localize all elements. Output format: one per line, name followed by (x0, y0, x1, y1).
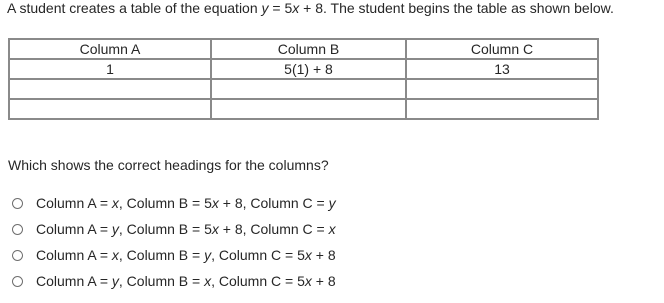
table-header-row (9, 39, 598, 59)
choice-label: Column A = y, Column B = x, Column C = 5x + 8 (36, 273, 336, 289)
choice-label: Column A = x, Column B = 5x + 8, Column C = y (36, 195, 336, 211)
table-cell (406, 79, 598, 99)
intro-text: + 8. The student begins the table as shown below. (299, 0, 614, 16)
radio-button[interactable] (12, 198, 23, 209)
table-row (9, 59, 598, 79)
table-cell: 13 (406, 59, 598, 79)
answer-choice-2[interactable] (12, 216, 336, 242)
intro-text: = 5 (268, 0, 293, 16)
radio-button[interactable] (12, 224, 23, 235)
choice-label: Column A = x, Column B = y, Column C = 5x + 8 (36, 247, 336, 263)
table-cell: 5(1) + 8 (211, 59, 406, 79)
table-cell (211, 79, 406, 99)
answer-choices (12, 190, 336, 294)
table-cell (211, 99, 406, 119)
header-column-b: Column B (211, 39, 406, 59)
intro-text: A student creates a table of the equation (7, 0, 262, 16)
equation-table (8, 38, 599, 120)
table-cell (9, 99, 211, 119)
radio-button[interactable] (12, 250, 23, 261)
answer-choice-3[interactable] (12, 242, 336, 268)
table-cell (9, 79, 211, 99)
intro-var-y: y (261, 0, 269, 16)
table-row (9, 79, 598, 99)
problem-statement (7, 0, 664, 17)
header-column-a: Column A (9, 39, 211, 59)
radio-button[interactable] (12, 276, 23, 287)
table-cell (406, 99, 598, 119)
table-cell: 1 (9, 59, 211, 79)
question-text: Which shows the correct headings for the columns? (8, 157, 329, 173)
answer-choice-1[interactable] (12, 190, 336, 216)
choice-label: Column A = y, Column B = 5x + 8, Column C = x (36, 221, 336, 237)
header-column-c: Column C (406, 39, 598, 59)
intro-var-x: x (292, 0, 300, 16)
answer-choice-4[interactable] (12, 268, 336, 294)
table-row (9, 99, 598, 119)
